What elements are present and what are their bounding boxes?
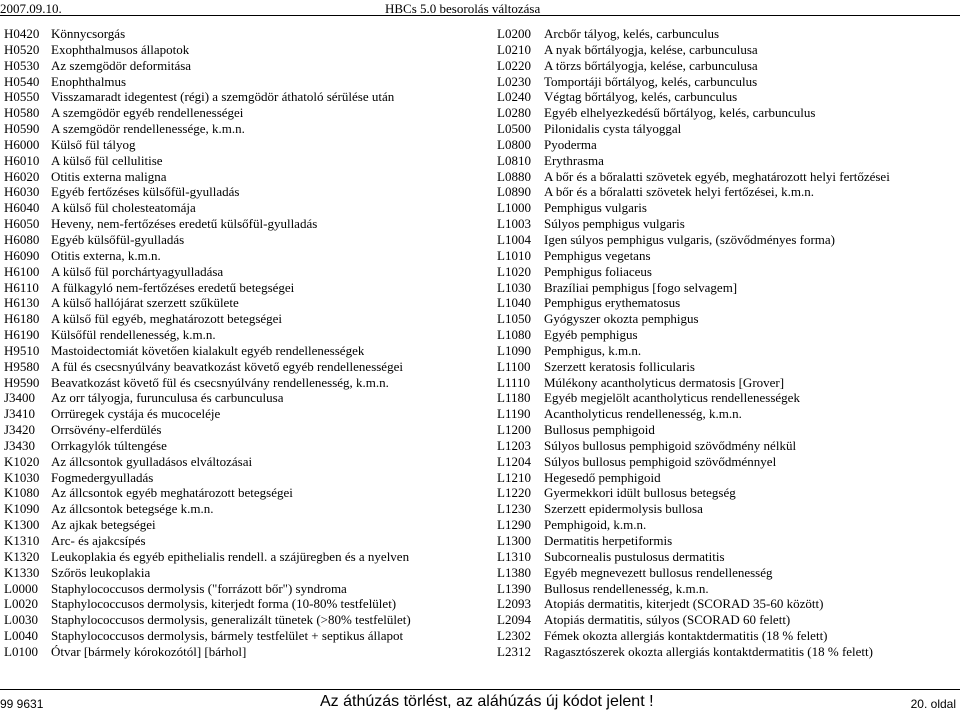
code-row	[497, 390, 960, 406]
code-value: L1050	[497, 311, 531, 327]
code-row	[4, 169, 484, 185]
code-value: H6050	[4, 216, 40, 232]
code-value: J3430	[4, 437, 36, 453]
code-value: L1004	[497, 231, 531, 247]
code-description: Egyéb megnevezett bullosus rendellenesség	[544, 564, 773, 580]
code-row	[497, 644, 960, 660]
code-description: Egyéb külsőfül-gyulladás	[51, 231, 185, 247]
code-description: Pemphigus vegetans	[544, 247, 651, 263]
code-description: Hegesedő pemphigoid	[544, 469, 661, 485]
code-value: L0040	[4, 628, 38, 644]
footer-legend: Az áthúzás törlést, az aláhúzás új kódot jelent !	[320, 693, 654, 710]
code-row	[4, 359, 484, 375]
code-description: Egyéb fertőzéses külsőfül-gyulladás	[51, 184, 240, 200]
code-value: L0200	[497, 26, 531, 41]
code-value: H0550	[4, 89, 40, 105]
code-row	[497, 26, 960, 42]
code-value: H6090	[4, 247, 40, 263]
code-value: H9510	[4, 342, 40, 358]
code-value: H6130	[4, 295, 40, 311]
code-row	[497, 184, 960, 200]
code-row	[4, 42, 484, 58]
code-description: A külső fül cholesteatomája	[51, 200, 196, 216]
code-row	[4, 232, 484, 248]
left-code-list	[4, 26, 484, 660]
code-row	[497, 596, 960, 612]
code-value: L1200	[497, 422, 531, 438]
code-value: L0240	[497, 89, 531, 105]
code-description: Erythrasma	[544, 152, 604, 168]
code-description: A törzs bőrtályogja, kelése, carbunculusa	[544, 57, 758, 73]
code-description: Pemphigus foliaceus	[544, 263, 652, 279]
code-description: Pemphigus, k.m.n.	[544, 342, 642, 358]
right-code-list	[497, 26, 960, 660]
code-value: H6180	[4, 311, 40, 327]
code-row	[4, 343, 484, 359]
code-value: L0500	[497, 121, 531, 137]
code-value: L0280	[497, 105, 531, 121]
code-value: H6100	[4, 263, 40, 279]
code-row	[4, 295, 484, 311]
code-row	[497, 533, 960, 549]
code-value: L2312	[497, 643, 531, 659]
code-description: A külső fül egyéb, meghatározott betegségei	[51, 311, 283, 327]
code-description: Atopiás dermatitis, kiterjedt (SCORAD 35-60 között)	[544, 596, 824, 612]
code-description: Súlyos bullosus pemphigoid szövődménnyel	[544, 453, 777, 469]
code-row	[497, 200, 960, 216]
code-row	[4, 596, 484, 612]
code-description: Az állcsontok gyulladásos elváltozásai	[51, 453, 253, 469]
code-row	[497, 406, 960, 422]
code-description: Staphylococcusos dermolysis, kiterjedt forma (10-80% testfelület)	[51, 596, 397, 612]
code-row	[4, 581, 484, 597]
code-description: Múlékony acantholyticus dermatosis [Grover]	[544, 374, 785, 390]
code-description: A szemgödör rendellenessége, k.m.n.	[51, 121, 245, 137]
code-value: H6020	[4, 168, 40, 184]
footer-page-number: 20. oldal	[910, 697, 956, 711]
code-value: K1090	[4, 501, 40, 517]
code-description: A külső fül cellulitise	[51, 152, 163, 168]
code-row	[497, 422, 960, 438]
code-row	[4, 153, 484, 169]
code-value: J3410	[4, 406, 36, 422]
code-value: K1020	[4, 453, 40, 469]
code-description: Heveny, nem-fertőzéses eredetű külsőfül-gyulladás	[51, 216, 318, 232]
code-description: Arcbőr tályog, kelés, carbunculus	[544, 26, 720, 41]
code-description: Igen súlyos pemphigus vulgaris, (szövődményes forma)	[544, 231, 836, 247]
code-row	[497, 121, 960, 137]
code-description: Staphylococcusos dermolysis, generalizált tünetek (>80% testfelület)	[51, 612, 411, 628]
code-value: L0000	[4, 580, 38, 596]
code-description: Egyéb pemphigus	[544, 327, 638, 343]
code-row	[4, 248, 484, 264]
code-description: Otitis externa, k.m.n.	[51, 247, 161, 263]
code-description: Staphylococcusos dermolysis, bármely testfelület + septikus állapot	[51, 628, 404, 644]
code-row	[497, 137, 960, 153]
code-row	[4, 470, 484, 486]
code-description: A külső hallójárat szerzett szűkülete	[51, 295, 239, 311]
code-description: Brazíliai pemphigus [fogo selvagem]	[544, 279, 738, 295]
code-value: L1003	[497, 216, 531, 232]
code-description: Subcornealis pustulosus dermatitis	[544, 548, 725, 564]
code-value: H6030	[4, 184, 40, 200]
code-value: H9580	[4, 358, 40, 374]
header-title: HBCs 5.0 besorolás változása	[385, 1, 541, 16]
code-description: Bullosus pemphigoid	[544, 422, 655, 438]
code-row	[497, 280, 960, 296]
code-row	[497, 42, 960, 58]
footer-rule	[0, 689, 960, 690]
code-row	[497, 232, 960, 248]
code-description: Egyéb elhelyezkedésű bőrtályog, kelés, carbunculus	[544, 105, 816, 121]
code-row	[4, 533, 484, 549]
code-description: Pyoderma	[544, 136, 597, 152]
code-row	[4, 264, 484, 280]
code-row	[4, 327, 484, 343]
code-value: H0530	[4, 57, 40, 73]
code-value: L1204	[497, 453, 531, 469]
code-row	[497, 169, 960, 185]
code-row	[497, 628, 960, 644]
code-row	[497, 470, 960, 486]
code-row	[497, 295, 960, 311]
code-row	[4, 565, 484, 581]
code-row	[497, 549, 960, 565]
code-value: L1230	[497, 501, 531, 517]
code-row	[4, 311, 484, 327]
code-row	[4, 390, 484, 406]
code-description: Szerzett epidermolysis bullosa	[544, 501, 703, 517]
code-value: L0890	[497, 184, 531, 200]
code-value: L2094	[497, 612, 531, 628]
code-description: Orrsövény-elferdülés	[51, 422, 162, 438]
header-rule	[0, 15, 960, 16]
code-value: L1020	[497, 263, 531, 279]
code-description: Ragasztószerek okozta allergiás kontaktdermatitis (18 % felett)	[544, 643, 873, 659]
code-description: Külső fül tályog	[51, 136, 136, 152]
code-row	[4, 422, 484, 438]
code-description: Mastoidectomiát követően kialakult egyéb rendellenességek	[51, 342, 365, 358]
code-value: L1190	[497, 406, 531, 422]
code-value: L1040	[497, 295, 531, 311]
code-row	[4, 216, 484, 232]
code-row	[497, 359, 960, 375]
code-description: Fogmedergyulladás	[51, 469, 154, 485]
code-description: Végtag bőrtályog, kelés, carbunculus	[544, 89, 738, 105]
code-row	[497, 248, 960, 264]
code-value: L1310	[497, 548, 531, 564]
code-value: K1330	[4, 564, 40, 580]
code-row	[4, 105, 484, 121]
code-value: L1000	[497, 200, 531, 216]
code-description: Acantholyticus rendellenesség, k.m.n.	[544, 406, 742, 422]
code-value: L1030	[497, 279, 531, 295]
code-description: Bullosus rendellenesség, k.m.n.	[544, 580, 709, 596]
code-value: K1080	[4, 485, 40, 501]
code-description: Az állcsontok betegsége k.m.n.	[51, 501, 214, 517]
code-row	[4, 58, 484, 74]
code-value: H6000	[4, 136, 40, 152]
code-description: A nyak bőrtályogja, kelése, carbunculusa	[544, 41, 758, 57]
code-value: L1390	[497, 580, 531, 596]
code-description: Atopiás dermatitis, súlyos (SCORAD 60 felett)	[544, 612, 791, 628]
code-description: Pemphigus erythematosus	[544, 295, 681, 311]
footer-document-number: 99 9631	[0, 697, 44, 711]
code-description: Tomportáji bőrtályog, kelés, carbunculus	[544, 73, 758, 89]
code-value: H6190	[4, 327, 40, 343]
code-description: Gyógyszer okozta pemphigus	[544, 311, 699, 327]
code-value: J3420	[4, 422, 36, 438]
code-description: A fül és csecsnyúlvány beavatkozást követő egyéb rendellenességei	[51, 358, 403, 374]
code-description: Egyéb megjelölt acantholyticus rendellenességek	[544, 390, 800, 406]
code-row	[4, 454, 484, 470]
code-value: H0580	[4, 105, 40, 121]
header-date: 2007.09.10.	[0, 1, 62, 16]
code-row	[4, 280, 484, 296]
code-row	[4, 137, 484, 153]
code-row	[497, 311, 960, 327]
code-value: H6010	[4, 152, 40, 168]
code-description: Pemphigoid, k.m.n.	[544, 517, 647, 533]
code-description: Fémek okozta allergiás kontaktdermatitis (18 % felett)	[544, 628, 828, 644]
code-row	[4, 501, 484, 517]
code-description: Ótvar [bármely kórokozótól] [bárhol]	[51, 643, 247, 659]
code-description: Az orr tályogja, furunculusa és carbunculusa	[51, 390, 284, 406]
code-row	[497, 517, 960, 533]
code-value: L0210	[497, 41, 531, 57]
code-row	[4, 485, 484, 501]
code-value: L1180	[497, 390, 531, 406]
code-value: H0520	[4, 41, 40, 57]
code-value: L1100	[497, 358, 531, 374]
code-description: Orrüregek cystája és mucoceléje	[51, 406, 221, 422]
code-value: L1300	[497, 533, 531, 548]
code-row	[4, 644, 484, 660]
code-value: H9590	[4, 374, 40, 390]
code-description: Az szemgödör deformitása	[51, 57, 192, 73]
code-row	[497, 264, 960, 280]
code-row	[497, 565, 960, 581]
code-description: Otitis externa maligna	[51, 168, 167, 184]
code-value: L1010	[497, 247, 531, 263]
code-row	[4, 184, 484, 200]
code-value: L0030	[4, 612, 38, 628]
code-description: Súlyos bullosus pemphigoid szövődmény nélkül	[544, 437, 797, 453]
code-value: H6110	[4, 279, 39, 295]
code-value: K1320	[4, 548, 40, 564]
code-value: H6040	[4, 200, 40, 216]
code-description: Külsőfül rendellenesség, k.m.n.	[51, 327, 216, 343]
code-description: Arc- és ajakcsípés	[51, 533, 146, 548]
code-row	[4, 438, 484, 454]
code-description: Gyermekkori idült bullosus betegség	[544, 485, 736, 501]
code-description: A bőr és a bőralatti szövetek egyéb, meghatározott helyi fertőzései	[544, 168, 890, 184]
code-value: L0800	[497, 136, 531, 152]
code-row	[4, 121, 484, 137]
code-row	[4, 375, 484, 391]
code-row	[497, 89, 960, 105]
code-value: H0420	[4, 26, 40, 41]
code-description: Dermatitis herpetiformis	[544, 533, 673, 548]
code-row	[497, 105, 960, 121]
code-row	[497, 612, 960, 628]
code-value: H0590	[4, 121, 40, 137]
code-row	[4, 26, 484, 42]
code-row	[497, 153, 960, 169]
code-description: Könnycsorgás	[51, 26, 126, 41]
code-row	[4, 200, 484, 216]
code-row	[497, 58, 960, 74]
code-row	[497, 216, 960, 232]
code-value: L1220	[497, 485, 531, 501]
code-row	[497, 74, 960, 90]
code-description: A bőr és a bőralatti szövetek helyi fertőzései, k.m.n.	[544, 184, 815, 200]
code-description: Az ajkak betegségei	[51, 517, 156, 533]
code-value: L1110	[497, 374, 530, 390]
code-value: L0100	[4, 643, 38, 659]
code-value: L2302	[497, 628, 531, 644]
code-description: Orrkagylók túltengése	[51, 437, 167, 453]
code-row	[497, 375, 960, 391]
code-description: Staphylococcusos dermolysis ("forrázott bőr") syndroma	[51, 580, 347, 596]
code-row	[497, 501, 960, 517]
code-value: L1210	[497, 469, 531, 485]
code-value: J3400	[4, 390, 36, 406]
code-description: Szőrös leukoplakia	[51, 564, 151, 580]
code-description: A fülkagyló nem-fertőzéses eredetű betegségei	[51, 279, 295, 295]
code-value: L0810	[497, 152, 531, 168]
code-description: Visszamaradt idegentest (régi) a szemgödör áthatoló sérülése után	[51, 89, 395, 105]
page-footer	[0, 686, 960, 714]
code-row	[497, 454, 960, 470]
code-row	[497, 485, 960, 501]
code-row	[4, 628, 484, 644]
code-value: L0220	[497, 57, 531, 73]
code-row	[4, 517, 484, 533]
code-value: L0230	[497, 73, 531, 89]
code-value: K1310	[4, 533, 40, 548]
code-value: K1030	[4, 469, 40, 485]
code-value: K1300	[4, 517, 40, 533]
code-row	[4, 74, 484, 90]
code-description: Beavatkozást követő fül és csecsnyúlvány rendellenesség, k.m.n.	[51, 374, 389, 390]
code-row	[497, 438, 960, 454]
code-value: L1203	[497, 437, 531, 453]
code-description: Enophthalmus	[51, 73, 127, 89]
code-value: L1380	[497, 564, 531, 580]
code-value: L1080	[497, 327, 531, 343]
code-value: L1290	[497, 517, 531, 533]
code-row	[4, 549, 484, 565]
code-value: L2093	[497, 596, 531, 612]
code-value: L0880	[497, 168, 531, 184]
code-value: H0540	[4, 73, 40, 89]
code-row	[4, 612, 484, 628]
code-description: A szemgödör egyéb rendellenességei	[51, 105, 244, 121]
code-description: A külső fül porchártyagyulladása	[51, 263, 224, 279]
code-description: Pemphigus vulgaris	[544, 200, 647, 216]
code-description: Súlyos pemphigus vulgaris	[544, 216, 685, 232]
code-row	[4, 89, 484, 105]
code-description: Exophthalmusos állapotok	[51, 41, 190, 57]
code-description: Az állcsontok egyéb meghatározott betegségei	[51, 485, 293, 501]
code-value: H6080	[4, 231, 40, 247]
code-row	[497, 343, 960, 359]
code-row	[4, 406, 484, 422]
code-description: Pilonidalis cysta tályoggal	[544, 121, 682, 137]
code-value: L0020	[4, 596, 38, 612]
code-value: L1090	[497, 342, 531, 358]
code-description: Leukoplakia és egyéb epithelialis rendell. a szájüregben és a nyelven	[51, 548, 410, 564]
code-description: Szerzett keratosis follicularis	[544, 358, 695, 374]
code-row	[497, 327, 960, 343]
code-row	[497, 581, 960, 597]
page-header	[0, 0, 960, 18]
